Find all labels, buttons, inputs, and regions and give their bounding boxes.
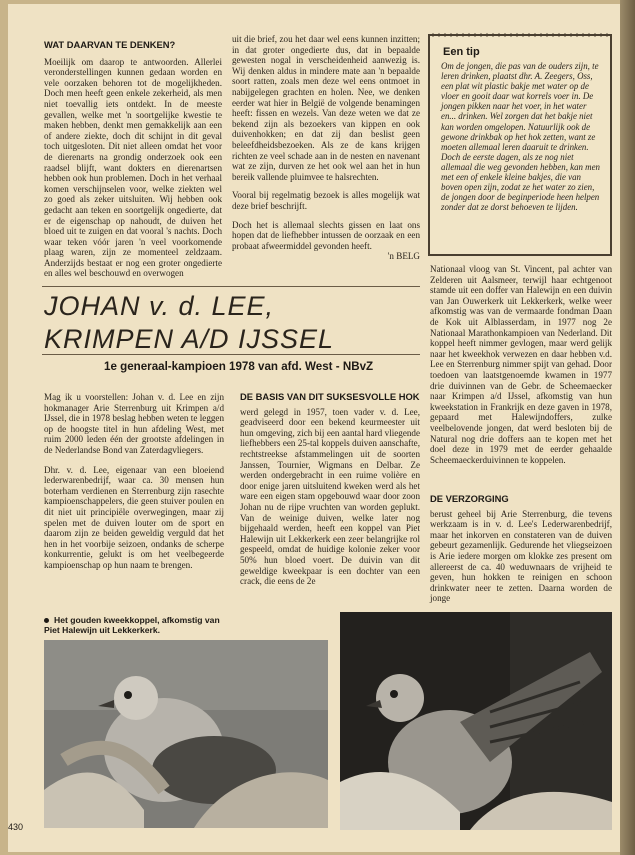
caption-text: Het gouden kweekkoppel, afkomstig van Piet Halewijn uit Lekkerkerk.	[44, 615, 220, 636]
page-edge-shadow	[620, 0, 635, 855]
article-title: JOHAN v. d. LEE, KRIMPEN A/D IJSSEL	[44, 291, 335, 354]
verzorging-heading: DE VERZORGING	[430, 493, 509, 504]
section1-col2-text-c: Doch het is allemaal slechts gissen en laat ons hopen dat de liefhebber intussen de oorzaak en een probaat afweermiddel gevonden heeft.	[232, 219, 420, 251]
section1-col1	[44, 40, 222, 279]
section1-heading: WAT DAARVAN TE DENKEN?	[44, 39, 176, 50]
article-col1	[44, 392, 224, 571]
basis-text: werd gelegd in 1957, toen vader v. d. Lee, geadviseerd door een bekend keurmeester uit hun omgeving, zich bij een aantal hard vliegende liefhebbers een 25-tal koppels duiven aanschafte, rechtstreekse afstammelingen uit de soorten Janssen, Tournier, Wigmans en Delbar. Ze werden ondergebracht in een ruime volière en door enige jaren uitsluitend kweken werd als het ware een eigen stam opgebouwd waar door zoon Johan nu de rijpe vruchten van worden geplukt. Van de weinige duiven, welke later nog bijgehaald werden, heeft een koppel van Piet Halewijn uit Lekkerkerk een zeer belangrijke rol gespeeld, omdat de huidige kolonie zeker voor 50% hun bloed voert. De duivin van dit geweldige kweekpaar is een dochter van een crack, die eens de 2e	[240, 406, 420, 587]
section1-signature: 'n BELG	[387, 251, 420, 262]
article-col2	[240, 392, 420, 587]
tip-title: Een tip	[443, 46, 480, 58]
tip-text: Om de jongen, die pas van de ouders zijn, te leren drinken, plaatst dhr. A. Zeegers, Oss, een plat wit plastic bakje met water op de vloer en gooit daar wat korrels voer in. De jongen pikken naar het voer, in het water en... drinken. Wel zorgen dat het bakje niet kan worden omgelopen. Natuurlijk ook de gewone drinkbak op het hok zetten, want ze moeten allemaal leren daaruit te drinken. Doch de eerste dagen, als ze nog niet allemaal die weg gevonden hebben, kan men met een of enkele kleine bakjes, die van boven open zijn, zodat ze het water zo zien, de jongen door de beginperiode heen helpen zonder dat ze dorst behoeven te lijden.	[441, 61, 600, 213]
article-intro: Mag ik u voorstellen: Johan v. d. Lee en zijn hokmanager Arie Sterrenburg uit Krimpen a/d IJssel, die in 1978 beslag hebben weten te leggen op de hoogste titel in hun afdeling West, met ruim 2000 leden één der grootste afdelingen in de Nederlandse Bond van Zaterdagvliegers.	[44, 392, 224, 455]
right-column-top-text: Nationaal vloog van St. Vincent, pal achter van Zelderen uit Aalsmeer, terwijl haar echtgenoot stamde uit een doffer van Halewijn en een duivin van Jan Ouwerkerk uit Lekkerkerk, welke weer afkomstig was van de vermaarde fondman Daan de Kok uit Alblasserdam, in 1977 nog 2e Nationaal Marathonkampioen van Nederland. Dit koppel heeft nimmer gevlogen, maar werd gelijk naar het kweekhok verwezen en daar hebben v.d. Lee en Sterrenburg nimmer spijt van gehad. Door toedoen van laatstgenoemde kwamen in 1977 drie duivinnen van de Gebr. de Scheemaecker naar Krimpen a/d IJssel, afkomstig van hun kweekstation in Frankrijk en deze gaven in 1978, gepaard met Halewijndoffers, zulke veelbelovende jongen, dat werd besloten bij de Natural nog drie doffers aan te kopen met het doel deze in 1979 met de eerder gehaalde Scheemaeckerduivinnen te koppelen.	[430, 264, 612, 465]
right-column-top	[430, 264, 612, 465]
section1-col2	[232, 34, 420, 262]
title-rule-bottom	[42, 354, 420, 355]
bullet-icon	[44, 618, 49, 623]
tip-border-top	[430, 32, 610, 38]
section1-col2-text: uit die brief, zou het daar wel eens kunnen inzitten; in dat groter ongedierte dus, dat in bepaalde gewesten nogal in verscheidenheid aanwezig is. Wij denken aldus in mindere mate aan 'n bepaalde soort ratten, zoals men deze wel eens ontmoet in nabijgelegen grachten en holen. Nee, we denken eerder wat hier in België de volgende benamingen heeft: fissen en wezels. Van deze weten we dat ze bekend zijn als bezoekers van kippen en ook duivenhokken; en dat zij dan beslist geen beleefdheidsbezoeken. Als ze de kans krijgen richten ze veel schade aan in de nesten en navenant wat ze zijn, durven ze het ook wel aan het in hun bereik vallende pluimvee te halsrechten.	[232, 34, 420, 182]
page-number: 430	[8, 822, 24, 832]
section1-col2-text-b: Vooral bij regelmatig bezoek is alles mogelijk wat deze brief beschrijft.	[232, 190, 420, 211]
tip-box	[428, 34, 612, 256]
verzorging-text: berust geheel bij Arie Sterrenburg, die tevens werkzaam is in v. d. Lee's Lederwarenbedrijf, maar het inkorven en constateren van de duiven gebeurt gezamenlijk. Gedurende het vliegseizoen is Arie iedere morgen om klokke zes present om allereerst de ca. 40 weduwnaars de vrijheid te geven, hun hokken te reinigen en schoon drinkwater neer te zetten. Daarna worden de jonge	[430, 508, 612, 604]
photo-right-pigeon	[340, 612, 612, 830]
article-subtitle: 1e generaal-kampioen 1978 van afd. West - NBvZ	[104, 360, 374, 373]
right-column-lower	[430, 494, 612, 604]
title-rule-top	[42, 286, 420, 287]
section1-col1-text: Moeilijk om daarop te antwoorden. Allerlei veronderstellingen kunnen gedaan worden en vele oorzaken behoren tot de mogelijkheden. Doch men heeft geen enkele zekerheid, als men niet toevallig iets ontdekt. In de meeste gevallen, welke met 'n soortgelijke kwestie te maken hebben, denkt men gemakkelijk aan een of andere ziekte, doch dit schijnt in dit geval toch uitgesloten. Dit niet alleen omdat het voor de dierenarts na grondig onderzoek ook een raadsel blijft, want dokters en dierenartsen hebben ook hun problemen. Doch in het verhaal komen verschijnselen voor, welke ziekten wel zo goed als zeker uitsluiten. Wij hebben ook gedacht aan teken en soortgelijk ongedierte, dat er de eigenschap op nahoudt, de duiven het bloed uit te zuigen en dat vooral 's nachts. Doch waar teken vóór jaren 'n veel voorkomende plaag waren, zijn ze momenteel zeldzaam. Anderzijds bestaat er nog een groter ongedierte en alles wel beschouwd en overwogen	[44, 56, 222, 279]
article-para2: Dhr. v. d. Lee, eigenaar van een bloeiend lederwarenbedrijf, waar ca. 30 mensen hun boterham verdienen en Sterrenburg zijn rasechte kampioenschappelers, die geen stuiver poulen en dit niet uit principiële overwegingen, maar zij spelen met de duiven louter om de sport en daarom zijn ze beiden geweldig verguld dat het hen in het voorbije seizoen, ondanks de scherpe konkurrentie, gelukt is om het veelbegeerde kampioenschap op hun naam te brengen.	[44, 464, 224, 570]
basis-heading: DE BASIS VAN DIT SUKSESVOLLE HOK	[240, 391, 420, 402]
photo-caption	[44, 615, 224, 636]
photo-left-pigeon	[44, 640, 328, 828]
